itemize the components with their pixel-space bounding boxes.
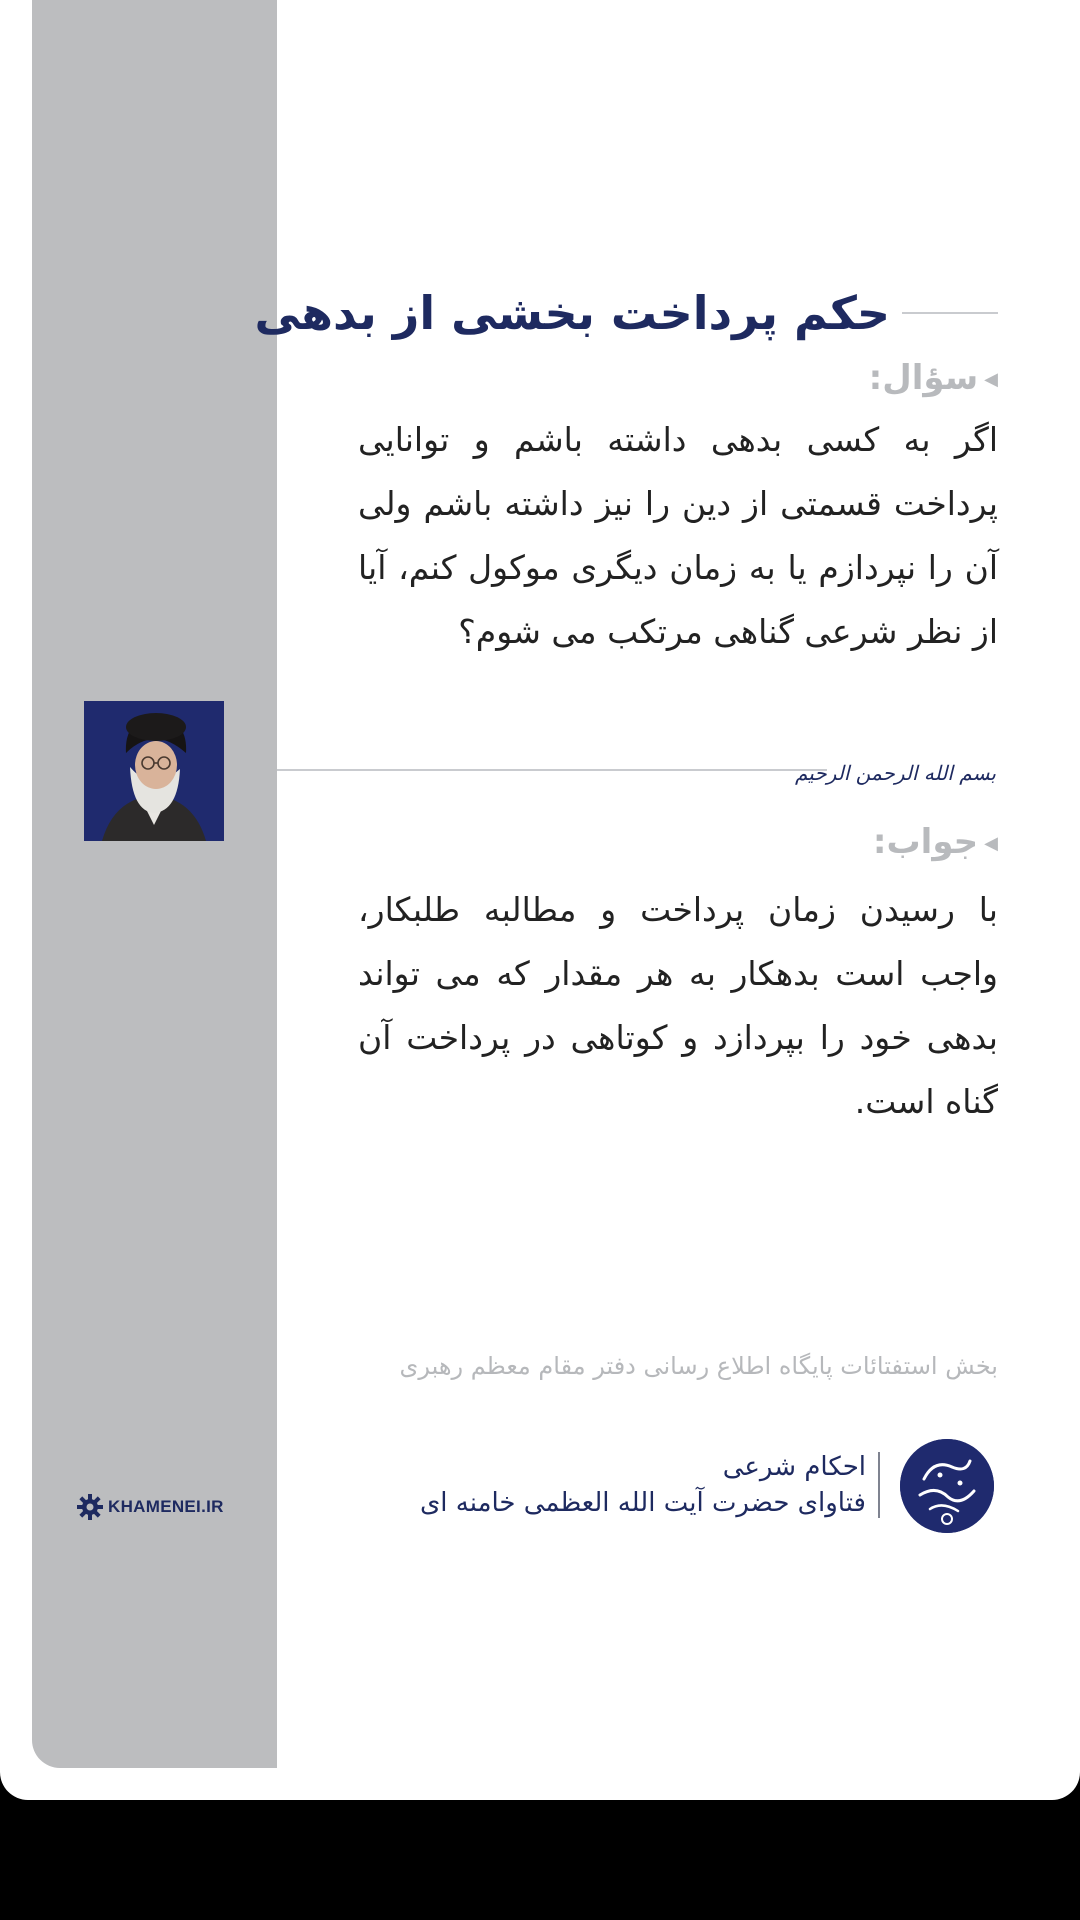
portrait-avatar bbox=[84, 701, 224, 841]
page-title: حکم پرداخت بخشی از بدهی bbox=[254, 286, 890, 340]
title-divider bbox=[902, 312, 998, 314]
answer-divider bbox=[277, 769, 827, 771]
source-credit: بخش استفتائات پایگاه اطلاع رسانی دفتر مقام معظم رهبری bbox=[399, 1352, 998, 1380]
basmala-text: بسم الله الرحمن الرحیم bbox=[794, 761, 996, 785]
question-label-text: سؤال: bbox=[868, 358, 979, 398]
answer-label bbox=[873, 822, 998, 862]
brand-subtitle: فتاوای حضرت آیت الله العظمی خامنه ای bbox=[419, 1488, 866, 1518]
question-label bbox=[869, 358, 998, 398]
gear-logo-icon bbox=[76, 1493, 104, 1521]
logo-text: KHAMENEI.IR bbox=[108, 1497, 224, 1516]
answer-text: با رسیدن زمان پرداخت و مطالبه طلبکار، واجب است بدهکار به هر مقدار که می تواند بدهی خود را بپردازد و کوتاهی در پرداخت آن گناه است. bbox=[358, 890, 998, 1121]
answer-label-text: جواب: bbox=[872, 822, 979, 862]
calligraphy-emblem-icon bbox=[900, 1439, 994, 1533]
basmala-calligraphy bbox=[794, 742, 1002, 798]
brand-separator bbox=[878, 1452, 880, 1518]
site-logo bbox=[76, 1490, 236, 1524]
question-text: اگر به کسی بدهی داشته باشم و توانایی پرداخت قسمتی از دین را نیز داشته باشم ولی آن را نپردازم یا به زمان دیگری موکول کنم، آیا از نظر شرعی گناهی مرتکب می شوم؟ bbox=[358, 420, 998, 651]
brand-title: احکام شرعی bbox=[722, 1452, 866, 1482]
triangle-left-icon: ◀ bbox=[984, 833, 998, 854]
triangle-left-icon: ◀ bbox=[984, 369, 998, 390]
